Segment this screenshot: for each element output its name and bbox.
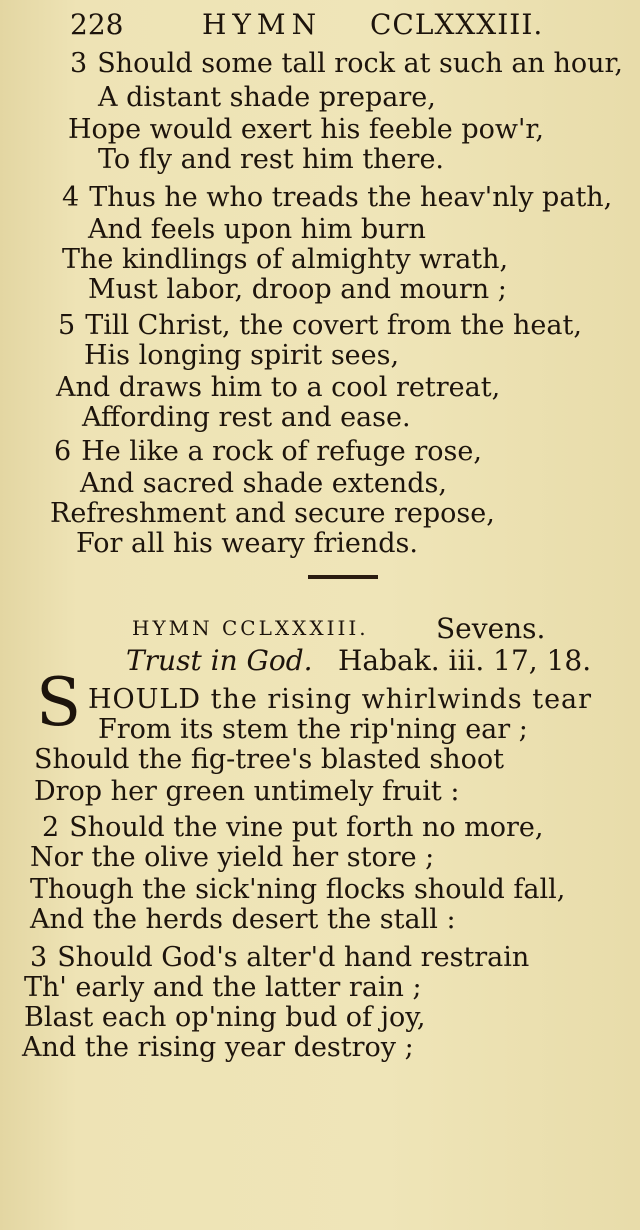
- verse-text: Should the vine put forth no more,: [69, 812, 544, 843]
- stanza-number: 6: [54, 436, 72, 467]
- verse-line: [30, 942, 529, 974]
- hymn-meter: Sevens.: [436, 612, 546, 645]
- section-divider: [308, 575, 378, 579]
- verse-line: Blast each op'ning bud of joy,: [24, 1002, 426, 1033]
- verse-text: Should God's alter'd hand restrain: [57, 942, 530, 973]
- stanza-number: 2: [42, 812, 60, 843]
- verse-line: Affording rest and ease.: [82, 402, 411, 433]
- verse-line: And sacred shade extends,: [80, 468, 447, 499]
- verse-line: And feels upon him burn: [88, 214, 426, 245]
- verse-line: And the herds desert the stall :: [30, 904, 456, 935]
- verse-text: Till Christ, the covert from the heat,: [85, 310, 582, 341]
- hymn-subtitle-row: [0, 644, 640, 682]
- running-title: HYMN: [202, 8, 323, 41]
- page-number: 228: [70, 8, 124, 41]
- verse-line: [58, 310, 582, 342]
- stanza-number: 4: [62, 182, 80, 213]
- verse-line: Drop her green untimely fruit :: [34, 776, 460, 807]
- verse-line: To fly and rest him there.: [98, 144, 445, 175]
- verse-line: Should the fig-tree's blasted shoot: [34, 744, 504, 775]
- verse-line: A distant shade prepare,: [98, 82, 436, 113]
- page-header: [70, 8, 630, 48]
- verse-line: And draws him to a cool retreat,: [56, 372, 501, 403]
- verse-line: [42, 812, 544, 844]
- verse-line: [62, 182, 612, 214]
- verse-line: Though the sick'ning flocks should fall,: [30, 874, 566, 905]
- verse-line: And the rising year destroy ;: [22, 1032, 414, 1063]
- verse-text: Thus he who treads the heav'nly path,: [89, 182, 613, 213]
- verse-line: From its stem the rip'ning ear ;: [98, 714, 528, 745]
- first-line: HOULD the rising whirlwinds tear: [88, 684, 593, 715]
- drop-cap: S: [36, 664, 82, 741]
- verse-line: Refreshment and secure repose,: [50, 498, 495, 529]
- scripture-reference: Habak. iii. 17, 18.: [338, 644, 592, 677]
- running-numeral: CCLXXXIII.: [370, 8, 544, 41]
- hymn-title: HYMN CCLXXXIII.: [132, 616, 369, 640]
- verse-line: Must labor, droop and mourn ;: [88, 274, 507, 305]
- verse-line: For all his weary friends.: [76, 528, 418, 559]
- stanza-number: 3: [70, 48, 88, 79]
- verse-line: [54, 436, 482, 468]
- verse-text: He like a rock of refuge rose,: [81, 436, 482, 467]
- verse-line: Hope would exert his feeble pow'r,: [68, 114, 544, 145]
- verse-line: His longing spirit sees,: [84, 340, 400, 371]
- stanza-number: 3: [30, 942, 48, 973]
- verse-text: Should some tall rock at such an hour,: [97, 48, 624, 79]
- stanza-number: 5: [58, 310, 76, 341]
- verse-line: Th' early and the latter rain ;: [24, 972, 422, 1003]
- hymn-subtitle: Trust in God.: [126, 644, 313, 677]
- hymn-heading: [0, 612, 640, 648]
- verse-line: The kindlings of almighty wrath,: [62, 244, 509, 275]
- verse-line: Nor the olive yield her store ;: [30, 842, 435, 873]
- verse-line: [70, 48, 623, 80]
